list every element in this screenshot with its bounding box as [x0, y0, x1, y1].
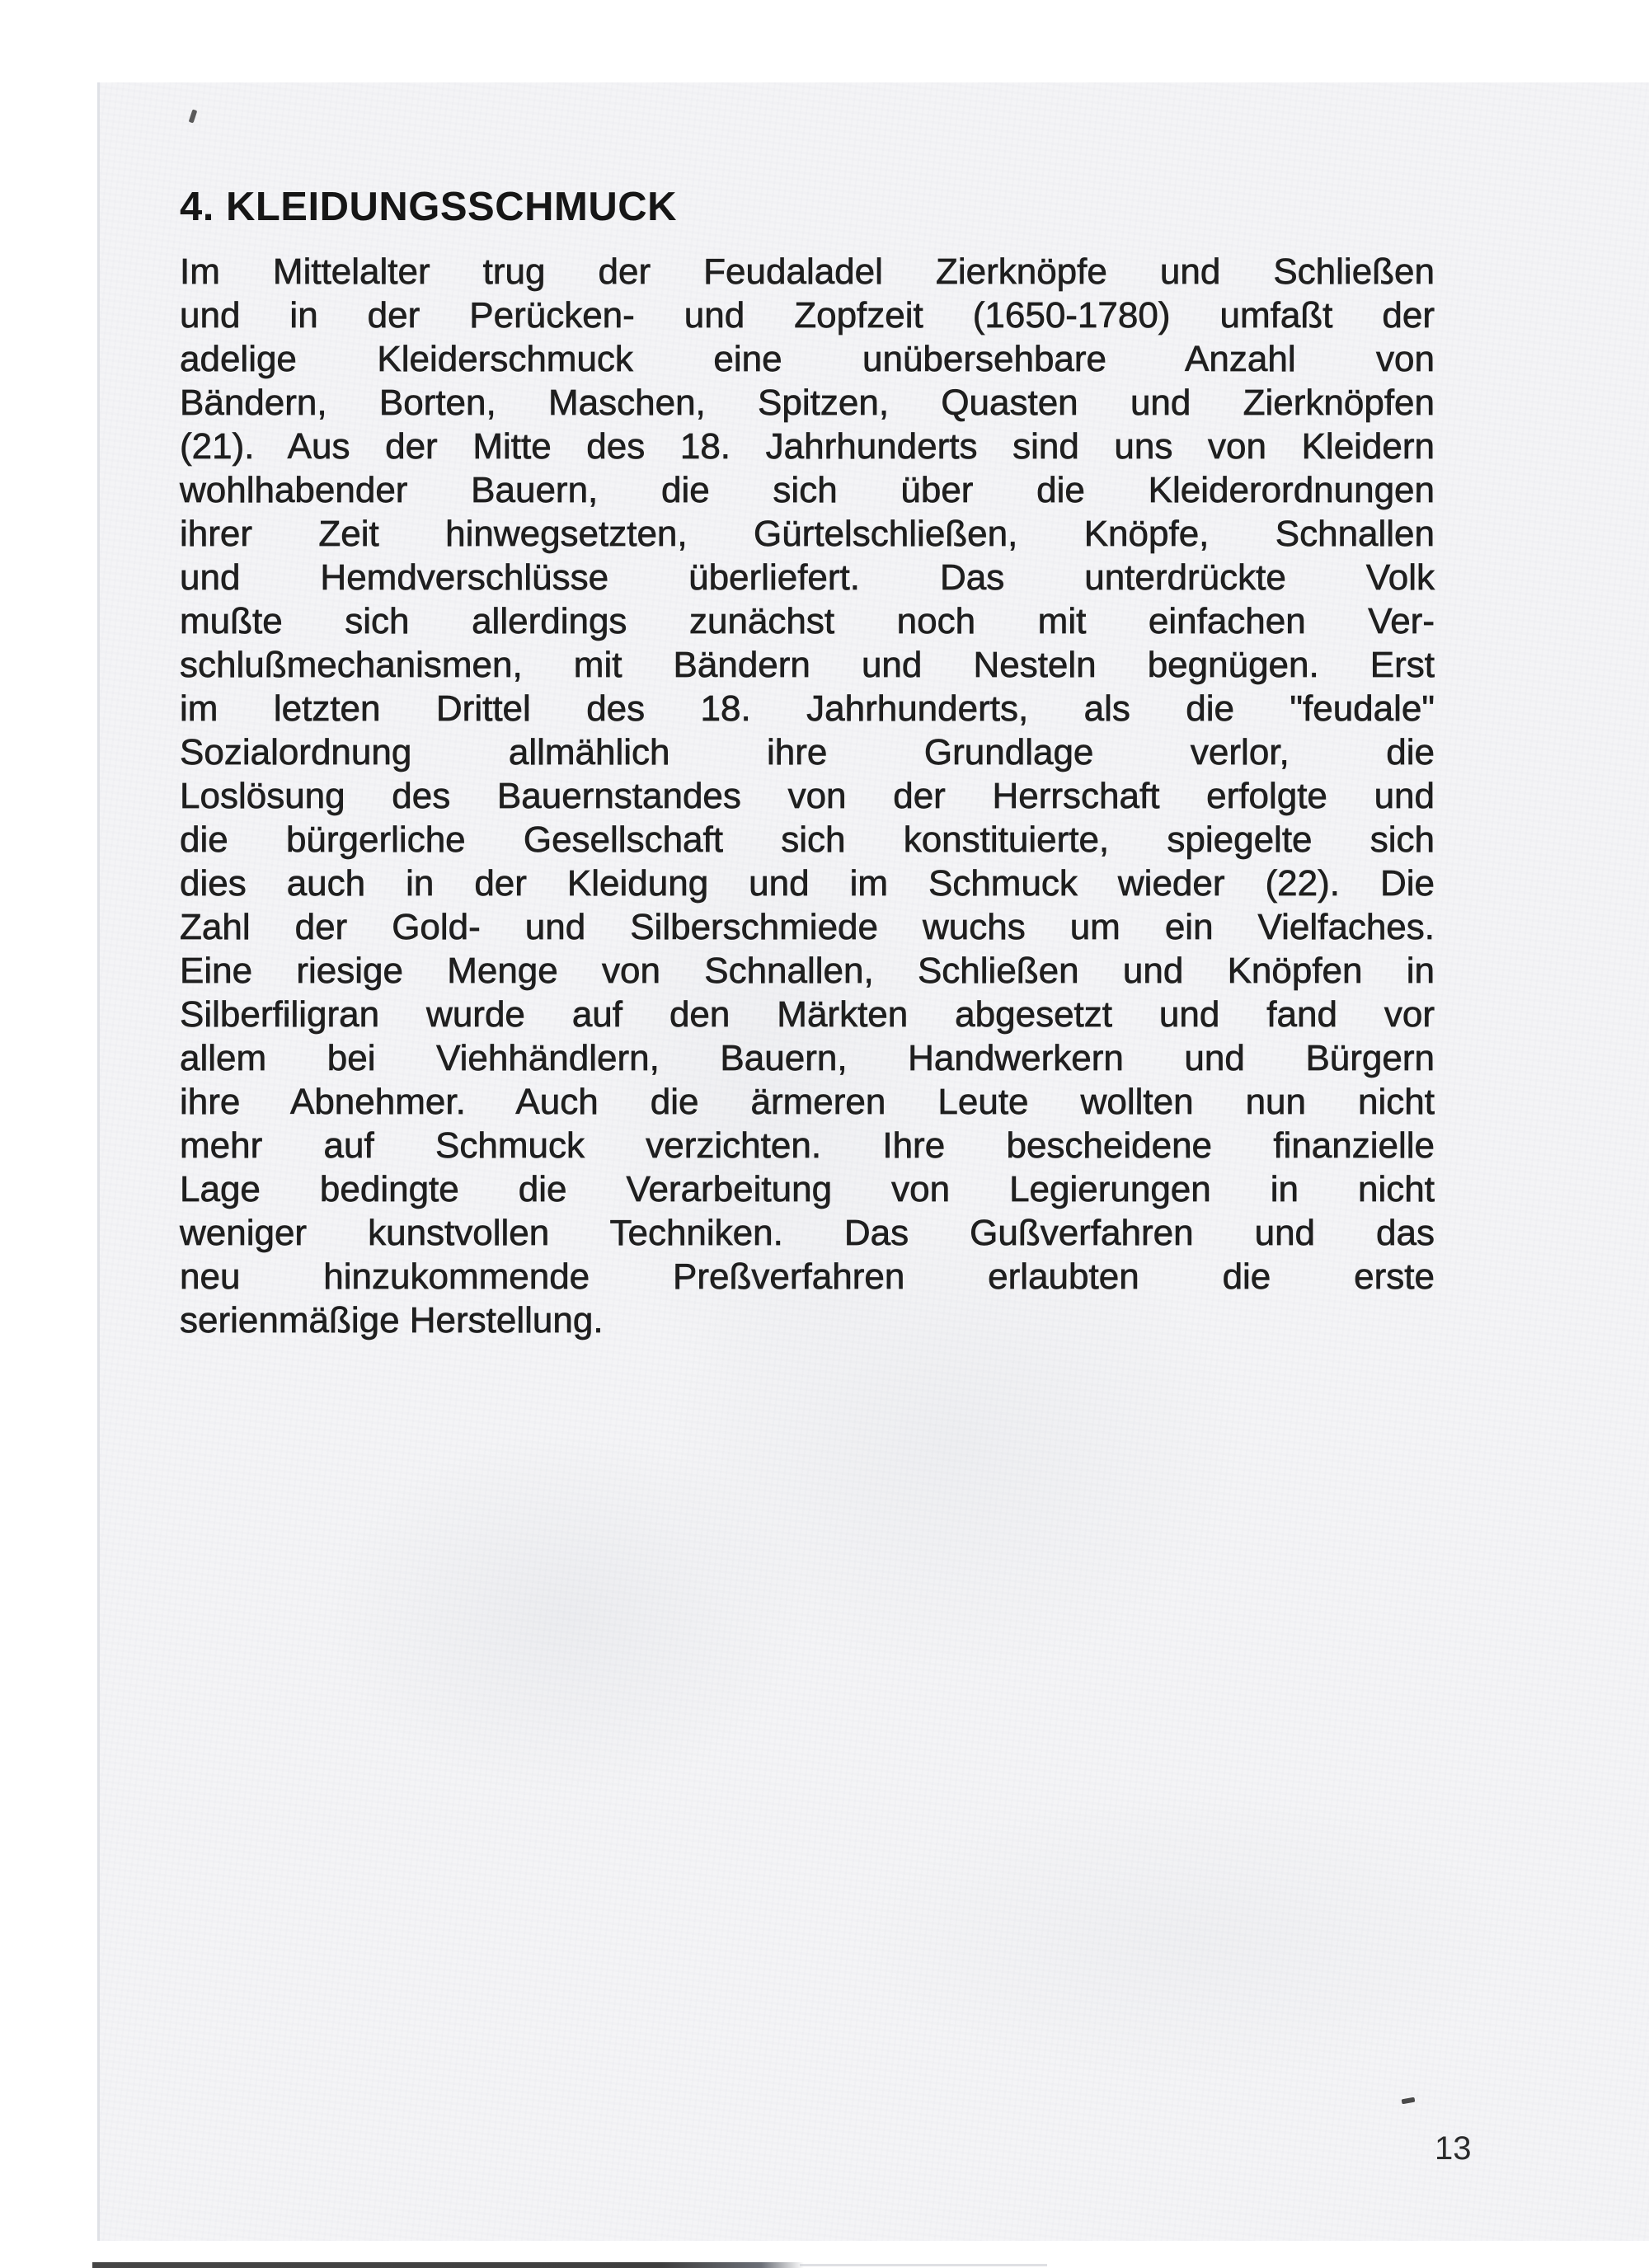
text-line: adelige Kleiderschmuck eine unübersehbare Anzahl von [180, 339, 1435, 379]
text-line: mehr auf Schmuck verzichten. Ihre bescheidene finanzielle [180, 1125, 1435, 1166]
text-line: schlußmechanismen, mit Bändern und Nesteln begnügen. Erst [180, 645, 1435, 685]
text-line: die bürgerliche Gesellschaft sich konstituierte, spiegelte sich [180, 819, 1435, 860]
text-line: Eine riesige Menge von Schnallen, Schließen und Knöpfen in [180, 951, 1435, 991]
text-line: Im Mittelalter trug der Feudaladel Zierknöpfe und Schließen [180, 251, 1435, 292]
text-line: neu hinzukommende Preßverfahren erlaubten die erste [180, 1256, 1435, 1297]
text-line: und in der Perücken- und Zopfzeit (1650-1780) umfaßt der [180, 295, 1435, 336]
text-line: ihre Abnehmer. Auch die ärmeren Leute wollten nun nicht [180, 1082, 1435, 1122]
text-line: dies auch in der Kleidung und im Schmuck wieder (22). Die [180, 863, 1435, 904]
text-line: Zahl der Gold- und Silberschmiede wuchs um ein Vielfaches. [180, 907, 1435, 947]
text-line: Loslösung des Bauernstandes von der Herrschaft erfolgte und [180, 776, 1435, 816]
text-line: allem bei Viehhändlern, Bauern, Handwerkern und Bürgern [180, 1038, 1435, 1078]
text-line: Silberfiligran wurde auf den Märkten abgesetzt und fand vor [180, 994, 1435, 1035]
text-line: im letzten Drittel des 18. Jahrhunderts, als die "feudale" [180, 688, 1435, 729]
scanner-edge-artifact-line-faint [800, 2264, 1047, 2266]
text-line: Lage bedingte die Verarbeitung von Legierungen in nicht [180, 1169, 1435, 1209]
text-line: wohlhabender Bauern, die sich über die Kleiderordnungen [180, 470, 1435, 510]
page-number: 13 [1435, 2130, 1472, 2167]
body-paragraph [180, 250, 1435, 1342]
text-line: weniger kunstvollen Techniken. Das Gußverfahren und das [180, 1213, 1435, 1253]
text-line: und Hemdverschlüsse überliefert. Das unterdrückte Volk [180, 557, 1435, 598]
scanner-edge-artifact-line [92, 2262, 804, 2268]
text-line: Sozialordnung allmählich ihre Grundlage verlor, die [180, 732, 1435, 772]
scan-speck-mark [189, 109, 198, 123]
text-line: mußte sich allerdings zunächst noch mit einfachen Ver- [180, 601, 1435, 641]
text-line: serienmäßige Herstellung. [180, 1300, 604, 1341]
text-line: ihrer Zeit hinwegsetzten, Gürtelschließen, Knöpfe, Schnallen [180, 514, 1435, 554]
text-line: Bändern, Borten, Maschen, Spitzen, Quasten und Zierknöpfen [180, 383, 1435, 423]
text-line: (21). Aus der Mitte des 18. Jahrhunderts sind uns von Kleidern [180, 426, 1435, 467]
section-heading: 4. KLEIDUNGSSCHMUCK [180, 184, 677, 229]
